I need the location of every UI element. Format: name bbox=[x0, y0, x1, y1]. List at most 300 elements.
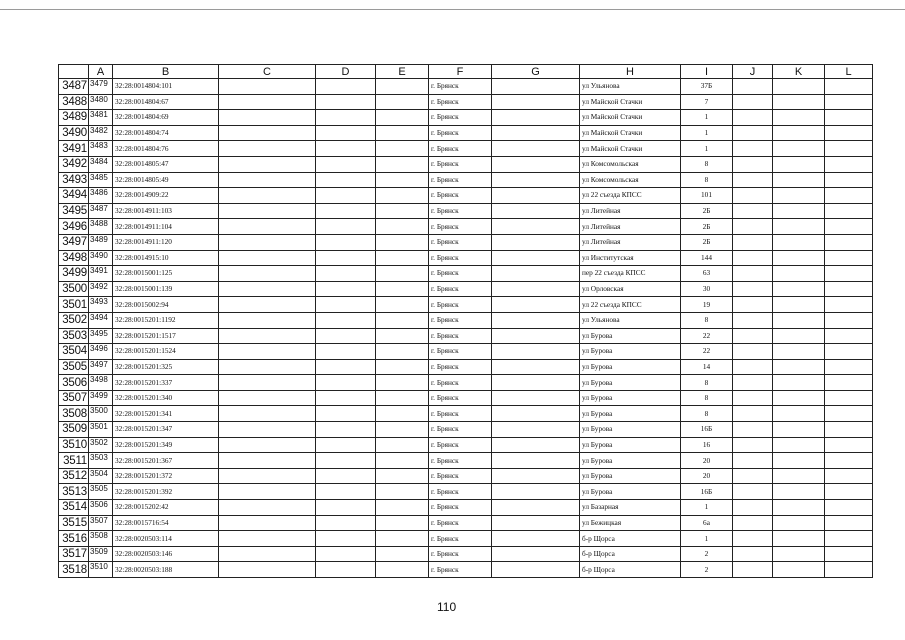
empty-cell[interactable] bbox=[316, 172, 376, 188]
row-number-cell[interactable]: 3503 bbox=[59, 328, 89, 344]
sequence-cell[interactable]: 3498 bbox=[89, 375, 113, 391]
cadastral-number-cell[interactable]: 32:28:0014804:76 bbox=[113, 141, 219, 157]
empty-cell[interactable] bbox=[376, 422, 429, 438]
empty-cell[interactable] bbox=[316, 562, 376, 578]
house-number-cell[interactable]: 30 bbox=[681, 281, 733, 297]
empty-cell[interactable] bbox=[376, 110, 429, 126]
row-number-cell[interactable]: 3488 bbox=[59, 94, 89, 110]
sequence-cell[interactable]: 3486 bbox=[89, 188, 113, 204]
empty-cell[interactable] bbox=[316, 437, 376, 453]
empty-cell[interactable] bbox=[219, 266, 316, 282]
empty-cell[interactable] bbox=[376, 562, 429, 578]
column-header-f[interactable]: F bbox=[429, 65, 492, 79]
empty-cell[interactable] bbox=[376, 453, 429, 469]
empty-cell[interactable] bbox=[492, 406, 580, 422]
house-number-cell[interactable]: 16Б bbox=[681, 422, 733, 438]
empty-cell[interactable] bbox=[219, 188, 316, 204]
street-cell[interactable]: ул Бурова bbox=[580, 344, 681, 360]
empty-cell[interactable] bbox=[492, 500, 580, 516]
empty-cell[interactable] bbox=[316, 203, 376, 219]
row-number-cell[interactable]: 3504 bbox=[59, 344, 89, 360]
row-number-cell[interactable]: 3515 bbox=[59, 515, 89, 531]
house-number-cell[interactable]: 1 bbox=[681, 531, 733, 547]
sequence-cell[interactable]: 3500 bbox=[89, 406, 113, 422]
sequence-cell[interactable]: 3483 bbox=[89, 141, 113, 157]
city-cell[interactable]: г. Брянск bbox=[429, 562, 492, 578]
house-number-cell[interactable]: 20 bbox=[681, 453, 733, 469]
empty-cell[interactable] bbox=[733, 110, 773, 126]
empty-cell[interactable] bbox=[316, 453, 376, 469]
empty-cell[interactable] bbox=[376, 437, 429, 453]
cadastral-number-cell[interactable]: 32:28:0014804:74 bbox=[113, 125, 219, 141]
street-cell[interactable]: ул Бурова bbox=[580, 375, 681, 391]
cadastral-number-cell[interactable]: 32:28:0020503:188 bbox=[113, 562, 219, 578]
empty-cell[interactable] bbox=[773, 188, 825, 204]
empty-cell[interactable] bbox=[376, 172, 429, 188]
empty-cell[interactable] bbox=[733, 250, 773, 266]
city-cell[interactable]: г. Брянск bbox=[429, 453, 492, 469]
empty-cell[interactable] bbox=[316, 219, 376, 235]
city-cell[interactable]: г. Брянск bbox=[429, 375, 492, 391]
house-number-cell[interactable]: 101 bbox=[681, 188, 733, 204]
empty-cell[interactable] bbox=[219, 390, 316, 406]
cadastral-number-cell[interactable]: 32:28:0014909:22 bbox=[113, 188, 219, 204]
row-number-cell[interactable]: 3502 bbox=[59, 312, 89, 328]
row-number-cell[interactable]: 3499 bbox=[59, 266, 89, 282]
empty-cell[interactable] bbox=[376, 79, 429, 95]
empty-cell[interactable] bbox=[773, 500, 825, 516]
house-number-cell[interactable]: 7 bbox=[681, 94, 733, 110]
cadastral-number-cell[interactable]: 32:28:0014805:49 bbox=[113, 172, 219, 188]
empty-cell[interactable] bbox=[825, 203, 873, 219]
empty-cell[interactable] bbox=[376, 515, 429, 531]
city-cell[interactable]: г. Брянск bbox=[429, 281, 492, 297]
empty-cell[interactable] bbox=[376, 234, 429, 250]
empty-cell[interactable] bbox=[219, 359, 316, 375]
empty-cell[interactable] bbox=[376, 219, 429, 235]
empty-cell[interactable] bbox=[219, 484, 316, 500]
cadastral-number-cell[interactable]: 32:28:0015201:340 bbox=[113, 390, 219, 406]
empty-cell[interactable] bbox=[773, 359, 825, 375]
city-cell[interactable]: г. Брянск bbox=[429, 234, 492, 250]
house-number-cell[interactable]: 144 bbox=[681, 250, 733, 266]
city-cell[interactable]: г. Брянск bbox=[429, 422, 492, 438]
empty-cell[interactable] bbox=[773, 375, 825, 391]
empty-cell[interactable] bbox=[316, 468, 376, 484]
empty-cell[interactable] bbox=[773, 125, 825, 141]
cadastral-number-cell[interactable]: 32:28:0015201:372 bbox=[113, 468, 219, 484]
empty-cell[interactable] bbox=[773, 484, 825, 500]
house-number-cell[interactable]: 1 bbox=[681, 110, 733, 126]
empty-cell[interactable] bbox=[733, 562, 773, 578]
empty-cell[interactable] bbox=[316, 546, 376, 562]
empty-cell[interactable] bbox=[773, 110, 825, 126]
empty-cell[interactable] bbox=[773, 297, 825, 313]
street-cell[interactable]: ул Бурова bbox=[580, 484, 681, 500]
house-number-cell[interactable]: 16 bbox=[681, 437, 733, 453]
city-cell[interactable]: г. Брянск bbox=[429, 297, 492, 313]
empty-cell[interactable] bbox=[733, 344, 773, 360]
empty-cell[interactable] bbox=[733, 297, 773, 313]
sequence-cell[interactable]: 3488 bbox=[89, 219, 113, 235]
empty-cell[interactable] bbox=[316, 281, 376, 297]
sequence-cell[interactable]: 3494 bbox=[89, 312, 113, 328]
cadastral-number-cell[interactable]: 32:28:0015001:125 bbox=[113, 266, 219, 282]
empty-cell[interactable] bbox=[492, 546, 580, 562]
empty-cell[interactable] bbox=[733, 172, 773, 188]
street-cell[interactable]: б-р Щорса bbox=[580, 546, 681, 562]
empty-cell[interactable] bbox=[376, 250, 429, 266]
empty-cell[interactable] bbox=[492, 468, 580, 484]
sequence-cell[interactable]: 3485 bbox=[89, 172, 113, 188]
empty-cell[interactable] bbox=[376, 359, 429, 375]
row-number-cell[interactable]: 3512 bbox=[59, 468, 89, 484]
street-cell[interactable]: ул Майской Стачки bbox=[580, 94, 681, 110]
empty-cell[interactable] bbox=[316, 79, 376, 95]
empty-cell[interactable] bbox=[376, 281, 429, 297]
empty-cell[interactable] bbox=[219, 156, 316, 172]
street-cell[interactable]: ул 22 съезда КПСС bbox=[580, 297, 681, 313]
empty-cell[interactable] bbox=[316, 250, 376, 266]
empty-cell[interactable] bbox=[773, 234, 825, 250]
empty-cell[interactable] bbox=[825, 515, 873, 531]
empty-cell[interactable] bbox=[733, 406, 773, 422]
empty-cell[interactable] bbox=[219, 406, 316, 422]
house-number-cell[interactable]: 2 bbox=[681, 562, 733, 578]
city-cell[interactable]: г. Брянск bbox=[429, 125, 492, 141]
row-number-cell[interactable]: 3508 bbox=[59, 406, 89, 422]
empty-cell[interactable] bbox=[219, 375, 316, 391]
house-number-cell[interactable]: 8 bbox=[681, 406, 733, 422]
row-number-cell[interactable]: 3490 bbox=[59, 125, 89, 141]
empty-cell[interactable] bbox=[316, 359, 376, 375]
sequence-cell[interactable]: 3501 bbox=[89, 422, 113, 438]
empty-cell[interactable] bbox=[219, 546, 316, 562]
empty-cell[interactable] bbox=[219, 234, 316, 250]
empty-cell[interactable] bbox=[492, 515, 580, 531]
street-cell[interactable]: ул Литейная bbox=[580, 203, 681, 219]
empty-cell[interactable] bbox=[825, 344, 873, 360]
empty-cell[interactable] bbox=[733, 156, 773, 172]
empty-cell[interactable] bbox=[825, 328, 873, 344]
house-number-cell[interactable]: 8 bbox=[681, 172, 733, 188]
empty-cell[interactable] bbox=[316, 531, 376, 547]
empty-cell[interactable] bbox=[733, 266, 773, 282]
empty-cell[interactable] bbox=[492, 422, 580, 438]
empty-cell[interactable] bbox=[825, 312, 873, 328]
empty-cell[interactable] bbox=[733, 453, 773, 469]
row-number-cell[interactable]: 3505 bbox=[59, 359, 89, 375]
sequence-cell[interactable]: 3491 bbox=[89, 266, 113, 282]
empty-cell[interactable] bbox=[492, 531, 580, 547]
column-header-i[interactable]: I bbox=[681, 65, 733, 79]
empty-cell[interactable] bbox=[773, 172, 825, 188]
empty-cell[interactable] bbox=[492, 188, 580, 204]
sequence-cell[interactable]: 3505 bbox=[89, 484, 113, 500]
row-number-cell[interactable]: 3513 bbox=[59, 484, 89, 500]
house-number-cell[interactable]: 16Б bbox=[681, 484, 733, 500]
street-cell[interactable]: ул Базарная bbox=[580, 500, 681, 516]
city-cell[interactable]: г. Брянск bbox=[429, 203, 492, 219]
house-number-cell[interactable]: 1 bbox=[681, 500, 733, 516]
empty-cell[interactable] bbox=[825, 94, 873, 110]
sequence-cell[interactable]: 3481 bbox=[89, 110, 113, 126]
city-cell[interactable]: г. Брянск bbox=[429, 141, 492, 157]
empty-cell[interactable] bbox=[219, 172, 316, 188]
empty-cell[interactable] bbox=[733, 141, 773, 157]
empty-cell[interactable] bbox=[376, 468, 429, 484]
city-cell[interactable]: г. Брянск bbox=[429, 328, 492, 344]
column-header-e[interactable]: E bbox=[376, 65, 429, 79]
street-cell[interactable]: ул Бурова bbox=[580, 422, 681, 438]
sequence-cell[interactable]: 3479 bbox=[89, 79, 113, 95]
house-number-cell[interactable]: 63 bbox=[681, 266, 733, 282]
row-number-cell[interactable]: 3497 bbox=[59, 234, 89, 250]
empty-cell[interactable] bbox=[376, 328, 429, 344]
empty-cell[interactable] bbox=[492, 375, 580, 391]
empty-cell[interactable] bbox=[219, 515, 316, 531]
empty-cell[interactable] bbox=[733, 390, 773, 406]
empty-cell[interactable] bbox=[492, 79, 580, 95]
row-number-cell[interactable]: 3495 bbox=[59, 203, 89, 219]
sequence-cell[interactable]: 3496 bbox=[89, 344, 113, 360]
city-cell[interactable]: г. Брянск bbox=[429, 484, 492, 500]
house-number-cell[interactable]: 1 bbox=[681, 141, 733, 157]
row-number-cell[interactable]: 3506 bbox=[59, 375, 89, 391]
empty-cell[interactable] bbox=[316, 515, 376, 531]
empty-cell[interactable] bbox=[492, 562, 580, 578]
cadastral-number-cell[interactable]: 32:28:0015001:139 bbox=[113, 281, 219, 297]
house-number-cell[interactable]: 8 bbox=[681, 390, 733, 406]
row-number-cell[interactable]: 3491 bbox=[59, 141, 89, 157]
city-cell[interactable]: г. Брянск bbox=[429, 79, 492, 95]
sequence-cell[interactable]: 3499 bbox=[89, 390, 113, 406]
city-cell[interactable]: г. Брянск bbox=[429, 312, 492, 328]
sequence-cell[interactable]: 3509 bbox=[89, 546, 113, 562]
sequence-cell[interactable]: 3504 bbox=[89, 468, 113, 484]
sequence-cell[interactable]: 3506 bbox=[89, 500, 113, 516]
street-cell[interactable]: ул Бурова bbox=[580, 468, 681, 484]
cadastral-number-cell[interactable]: 32:28:0015201:1192 bbox=[113, 312, 219, 328]
street-cell[interactable]: ул Комсомольская bbox=[580, 172, 681, 188]
empty-cell[interactable] bbox=[825, 375, 873, 391]
empty-cell[interactable] bbox=[773, 219, 825, 235]
row-number-cell[interactable]: 3509 bbox=[59, 422, 89, 438]
empty-cell[interactable] bbox=[316, 141, 376, 157]
empty-cell[interactable] bbox=[219, 110, 316, 126]
city-cell[interactable]: г. Брянск bbox=[429, 94, 492, 110]
empty-cell[interactable] bbox=[316, 312, 376, 328]
empty-cell[interactable] bbox=[316, 484, 376, 500]
empty-cell[interactable] bbox=[219, 453, 316, 469]
street-cell[interactable]: ул 22 съезда КПСС bbox=[580, 188, 681, 204]
house-number-cell[interactable]: 2Б bbox=[681, 234, 733, 250]
empty-cell[interactable] bbox=[376, 531, 429, 547]
empty-cell[interactable] bbox=[219, 328, 316, 344]
empty-cell[interactable] bbox=[825, 500, 873, 516]
empty-cell[interactable] bbox=[376, 312, 429, 328]
row-number-cell[interactable]: 3510 bbox=[59, 437, 89, 453]
empty-cell[interactable] bbox=[316, 375, 376, 391]
empty-cell[interactable] bbox=[219, 219, 316, 235]
house-number-cell[interactable]: 20 bbox=[681, 468, 733, 484]
city-cell[interactable]: г. Брянск bbox=[429, 344, 492, 360]
cadastral-number-cell[interactable]: 32:28:0015202:42 bbox=[113, 500, 219, 516]
street-cell[interactable]: ул Бурова bbox=[580, 406, 681, 422]
empty-cell[interactable] bbox=[492, 390, 580, 406]
empty-cell[interactable] bbox=[376, 94, 429, 110]
sequence-cell[interactable]: 3490 bbox=[89, 250, 113, 266]
city-cell[interactable]: г. Брянск bbox=[429, 172, 492, 188]
empty-cell[interactable] bbox=[219, 79, 316, 95]
empty-cell[interactable] bbox=[773, 141, 825, 157]
column-header-b[interactable]: B bbox=[113, 65, 219, 79]
city-cell[interactable]: г. Брянск bbox=[429, 156, 492, 172]
empty-cell[interactable] bbox=[733, 484, 773, 500]
empty-cell[interactable] bbox=[316, 390, 376, 406]
empty-cell[interactable] bbox=[773, 266, 825, 282]
row-number-cell[interactable]: 3511 bbox=[59, 453, 89, 469]
empty-cell[interactable] bbox=[316, 266, 376, 282]
empty-cell[interactable] bbox=[733, 375, 773, 391]
cadastral-number-cell[interactable]: 32:28:0015716:54 bbox=[113, 515, 219, 531]
column-header-j[interactable]: J bbox=[733, 65, 773, 79]
row-number-cell[interactable]: 3496 bbox=[59, 219, 89, 235]
empty-cell[interactable] bbox=[733, 281, 773, 297]
empty-cell[interactable] bbox=[773, 406, 825, 422]
empty-cell[interactable] bbox=[219, 94, 316, 110]
sequence-cell[interactable]: 3497 bbox=[89, 359, 113, 375]
empty-cell[interactable] bbox=[492, 281, 580, 297]
row-number-cell[interactable]: 3498 bbox=[59, 250, 89, 266]
row-number-cell[interactable]: 3507 bbox=[59, 390, 89, 406]
street-cell[interactable]: ул Литейная bbox=[580, 234, 681, 250]
empty-cell[interactable] bbox=[825, 562, 873, 578]
empty-cell[interactable] bbox=[316, 422, 376, 438]
city-cell[interactable]: г. Брянск bbox=[429, 437, 492, 453]
empty-cell[interactable] bbox=[825, 110, 873, 126]
row-number-cell[interactable]: 3516 bbox=[59, 531, 89, 547]
column-header-g[interactable]: G bbox=[492, 65, 580, 79]
cadastral-number-cell[interactable]: 32:28:0015201:392 bbox=[113, 484, 219, 500]
city-cell[interactable]: г. Брянск bbox=[429, 546, 492, 562]
empty-cell[interactable] bbox=[219, 531, 316, 547]
row-number-cell[interactable]: 3493 bbox=[59, 172, 89, 188]
empty-cell[interactable] bbox=[219, 203, 316, 219]
city-cell[interactable]: г. Брянск bbox=[429, 250, 492, 266]
house-number-cell[interactable]: 2Б bbox=[681, 219, 733, 235]
empty-cell[interactable] bbox=[376, 203, 429, 219]
row-number-cell[interactable]: 3514 bbox=[59, 500, 89, 516]
house-number-cell[interactable]: 2Б bbox=[681, 203, 733, 219]
sequence-cell[interactable]: 3507 bbox=[89, 515, 113, 531]
empty-cell[interactable] bbox=[773, 546, 825, 562]
empty-cell[interactable] bbox=[773, 562, 825, 578]
row-number-cell[interactable]: 3494 bbox=[59, 188, 89, 204]
street-cell[interactable]: пер 22 съезда КПСС bbox=[580, 266, 681, 282]
row-number-cell[interactable]: 3500 bbox=[59, 281, 89, 297]
empty-cell[interactable] bbox=[825, 125, 873, 141]
empty-cell[interactable] bbox=[825, 437, 873, 453]
empty-cell[interactable] bbox=[773, 328, 825, 344]
empty-cell[interactable] bbox=[773, 515, 825, 531]
empty-cell[interactable] bbox=[376, 406, 429, 422]
empty-cell[interactable] bbox=[492, 312, 580, 328]
empty-cell[interactable] bbox=[733, 546, 773, 562]
empty-cell[interactable] bbox=[316, 234, 376, 250]
empty-cell[interactable] bbox=[492, 250, 580, 266]
empty-cell[interactable] bbox=[825, 422, 873, 438]
empty-cell[interactable] bbox=[825, 546, 873, 562]
empty-cell[interactable] bbox=[376, 125, 429, 141]
cadastral-number-cell[interactable]: 32:28:0015201:349 bbox=[113, 437, 219, 453]
street-cell[interactable]: ул Ульянова bbox=[580, 312, 681, 328]
empty-cell[interactable] bbox=[316, 94, 376, 110]
empty-cell[interactable] bbox=[492, 172, 580, 188]
row-number-cell[interactable]: 3489 bbox=[59, 110, 89, 126]
column-header-l[interactable]: L bbox=[825, 65, 873, 79]
empty-cell[interactable] bbox=[825, 266, 873, 282]
sequence-cell[interactable]: 3502 bbox=[89, 437, 113, 453]
sequence-cell[interactable]: 3508 bbox=[89, 531, 113, 547]
empty-cell[interactable] bbox=[773, 79, 825, 95]
empty-cell[interactable] bbox=[733, 515, 773, 531]
house-number-cell[interactable]: 14 bbox=[681, 359, 733, 375]
empty-cell[interactable] bbox=[733, 203, 773, 219]
city-cell[interactable]: г. Брянск bbox=[429, 406, 492, 422]
street-cell[interactable]: ул Бурова bbox=[580, 453, 681, 469]
empty-cell[interactable] bbox=[825, 297, 873, 313]
empty-cell[interactable] bbox=[825, 484, 873, 500]
empty-cell[interactable] bbox=[773, 453, 825, 469]
empty-cell[interactable] bbox=[219, 125, 316, 141]
empty-cell[interactable] bbox=[492, 344, 580, 360]
empty-cell[interactable] bbox=[492, 484, 580, 500]
cadastral-number-cell[interactable]: 32:28:0015201:1524 bbox=[113, 344, 219, 360]
city-cell[interactable]: г. Брянск bbox=[429, 188, 492, 204]
city-cell[interactable]: г. Брянск bbox=[429, 359, 492, 375]
column-header-d[interactable]: D bbox=[316, 65, 376, 79]
empty-cell[interactable] bbox=[492, 266, 580, 282]
empty-cell[interactable] bbox=[825, 219, 873, 235]
row-number-cell[interactable]: 3517 bbox=[59, 546, 89, 562]
empty-cell[interactable] bbox=[492, 203, 580, 219]
empty-cell[interactable] bbox=[316, 156, 376, 172]
empty-cell[interactable] bbox=[773, 390, 825, 406]
cadastral-number-cell[interactable]: 32:28:0020503:114 bbox=[113, 531, 219, 547]
street-cell[interactable]: ул Майской Стачки bbox=[580, 141, 681, 157]
empty-cell[interactable] bbox=[219, 312, 316, 328]
empty-cell[interactable] bbox=[492, 437, 580, 453]
empty-cell[interactable] bbox=[492, 359, 580, 375]
empty-cell[interactable] bbox=[492, 125, 580, 141]
city-cell[interactable]: г. Брянск bbox=[429, 515, 492, 531]
empty-cell[interactable] bbox=[316, 406, 376, 422]
empty-cell[interactable] bbox=[376, 344, 429, 360]
sequence-cell[interactable]: 3492 bbox=[89, 281, 113, 297]
empty-cell[interactable] bbox=[376, 500, 429, 516]
street-cell[interactable]: ул Орловская bbox=[580, 281, 681, 297]
sequence-cell[interactable]: 3510 bbox=[89, 562, 113, 578]
empty-cell[interactable] bbox=[316, 110, 376, 126]
empty-cell[interactable] bbox=[825, 188, 873, 204]
empty-cell[interactable] bbox=[733, 468, 773, 484]
street-cell[interactable]: ул Майской Стачки bbox=[580, 110, 681, 126]
city-cell[interactable]: г. Брянск bbox=[429, 468, 492, 484]
empty-cell[interactable] bbox=[825, 156, 873, 172]
empty-cell[interactable] bbox=[316, 188, 376, 204]
house-number-cell[interactable]: 22 bbox=[681, 328, 733, 344]
